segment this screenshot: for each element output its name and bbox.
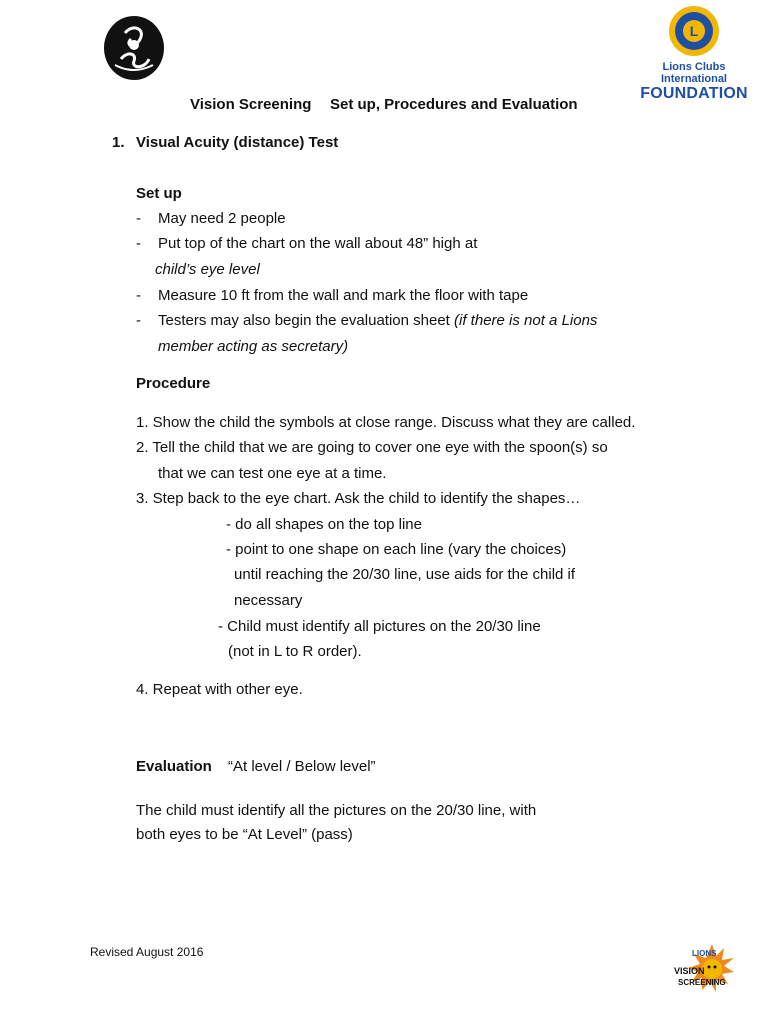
title-right: Set up, Procedures and Evaluation	[330, 96, 578, 113]
evaluation-text-2: both eyes to be “At Level” (pass)	[136, 826, 353, 843]
procedure-substep-1: - do all shapes on the top line	[226, 516, 422, 533]
lions-logo-line1: Lions Clubs International	[660, 61, 727, 85]
club-emblem-logo	[103, 15, 165, 81]
svg-text:LIONS: LIONS	[692, 949, 717, 958]
procedure-substep-3: - Child must identify all pictures on the 20/30 line	[218, 618, 541, 635]
procedure-step-2-cont: that we can test one eye at a time.	[158, 465, 387, 482]
procedure-step-1: 1. Show the child the symbols at close range. Discuss what they are called.	[136, 414, 636, 431]
revised-date: Revised August 2016	[90, 945, 204, 959]
setup-bullet-4-note: (if there is not a Lions	[454, 312, 598, 329]
evaluation-value: “At level / Below level”	[228, 758, 376, 775]
evaluation-heading: Evaluation	[136, 758, 212, 775]
procedure-heading: Procedure	[136, 375, 211, 392]
procedure-substep-3-cont: (not in L to R order).	[228, 643, 362, 660]
setup-bullet-2-cont: child’s eye level	[155, 261, 260, 278]
procedure-step-4: 4. Repeat with other eye.	[136, 681, 303, 698]
svg-text:L: L	[689, 23, 699, 39]
evaluation-text-1: The child must identify all the pictures on the 20/30 line, with	[136, 802, 537, 819]
setup-heading: Set up	[136, 185, 182, 202]
lions-foundation-logo	[640, 4, 748, 102]
bullet-dash: -	[136, 235, 141, 252]
vision-screening-logo	[672, 942, 734, 1002]
section-heading: Visual Acuity (distance) Test	[136, 134, 339, 151]
title-left: Vision Screening	[190, 96, 312, 113]
procedure-substep-2: - point to one shape on each line (vary the choices)	[226, 541, 567, 558]
setup-bullet-4-text: Testers may also begin the evaluation sheet	[158, 312, 455, 329]
setup-bullet-4-cont: member acting as secretary)	[158, 338, 349, 355]
lions-logo-line2: FOUNDATION	[640, 85, 748, 102]
bullet-dash: -	[136, 312, 141, 329]
setup-bullet-2: Put top of the chart on the wall about 48” high at	[158, 235, 478, 252]
setup-bullet-3: Measure 10 ft from the wall and mark the floor with tape	[158, 287, 529, 304]
bullet-dash: -	[136, 287, 141, 304]
setup-bullet-1: May need 2 people	[158, 210, 286, 227]
vision-logo-line1: VISION	[674, 966, 705, 976]
section-number: 1.	[112, 134, 125, 151]
vision-logo-line2: SCREENING	[678, 978, 726, 987]
bullet-dash: -	[136, 210, 141, 227]
procedure-step-3: 3. Step back to the eye chart. Ask the child to identify the shapes…	[136, 490, 581, 507]
procedure-step-2: 2. Tell the child that we are going to cover one eye with the spoon(s) so	[136, 439, 608, 456]
setup-bullet-4	[158, 308, 597, 333]
procedure-substep-2-cont2: necessary	[234, 592, 303, 609]
procedure-substep-2-cont: until reaching the 20/30 line, use aids for the child if	[234, 566, 576, 583]
